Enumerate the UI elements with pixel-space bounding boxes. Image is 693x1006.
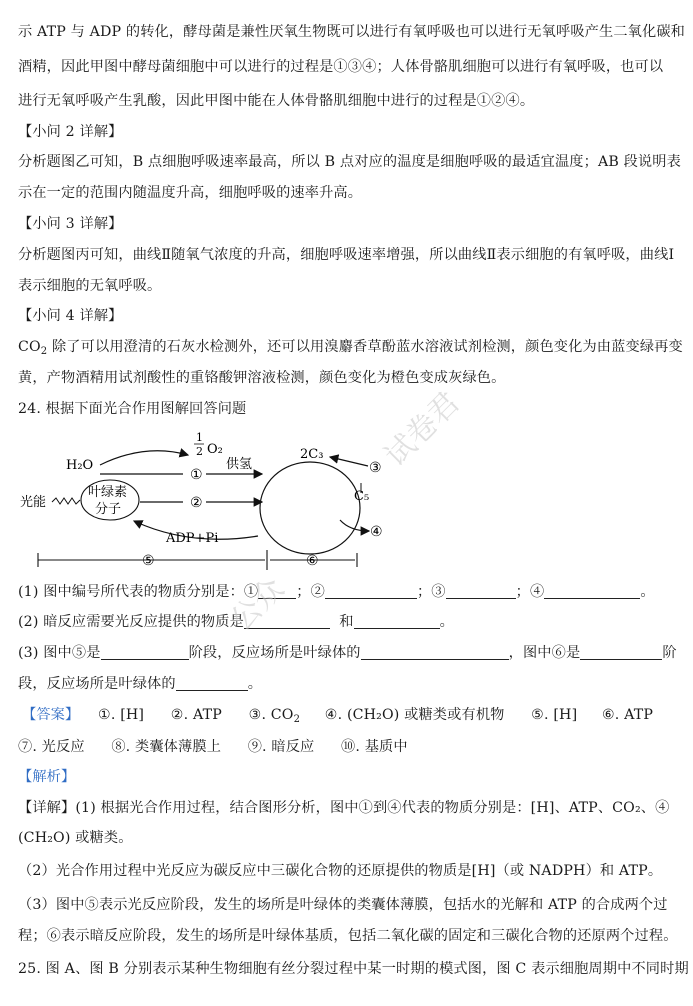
answer-row: 【答案】 ①. [H] ②. ATP ③. $CO_2$ ④. (CH₂O) 或糖类或有机物 ⑤. [H] ⑥. ATP <box>22 707 654 725</box>
answer-blank[interactable] <box>544 583 640 599</box>
water-photolysis-arrow <box>100 451 188 465</box>
question-title: 24. 根据下面光合作用图解回答问题 <box>18 401 247 417</box>
answer-row: ⑦. 光反应 ⑧. 类囊体薄膜上 ⑨. 暗反应 ⑩. 基质中 <box>18 739 408 755</box>
chlorophyll-label-2: 分子 <box>95 502 122 517</box>
answer-blank[interactable] <box>101 644 189 660</box>
text-line: （2）光合作用过程中光反应为碳反应中三碳化合物的还原提供的物质是[H]（或 NADPH）和 ATP。 <box>18 863 663 879</box>
answer-blank[interactable] <box>325 583 417 599</box>
circle-number-4: ④ <box>370 524 383 540</box>
analysis-label: 【解析】 <box>18 769 76 785</box>
text-line: 酒精，因此甲图中酵母菌细胞中可以进行的过程是①③④；人体骨骼肌细胞可以进行有氧呼吸，也可以 <box>18 59 664 75</box>
circle-number-5: ⑤ <box>142 553 155 569</box>
question-line: (1) 图中编号所代表的物质分别是：① ；② ；③ ；④ 。 <box>18 584 655 600</box>
answer-blank[interactable] <box>354 613 440 629</box>
co2-fixation-arrow <box>330 457 368 466</box>
section-heading: 【小问 4 详解】 <box>18 308 123 324</box>
text-line: 进行无氧呼吸产生乳酸，因此甲图中能在人体骨骼肌细胞中进行的过程是①②④。 <box>18 93 535 109</box>
gongqing-label: 供氢 <box>226 457 253 472</box>
c5-label: C₅ <box>354 489 370 504</box>
section-heading: 【小问 2 详解】 <box>18 124 123 140</box>
text-line: （3）图中⑤表示光反应阶段，发生的场所是叶绿体的类囊体薄膜，包括水的光解和 ATP 的合成两个过 <box>18 897 668 913</box>
product-arrow <box>340 520 369 531</box>
text-line: 表示细胞的无氧呼吸。 <box>18 278 162 294</box>
answer-blank[interactable] <box>446 583 516 599</box>
answer-blank[interactable] <box>580 644 662 660</box>
o2-fraction-num: 1 <box>196 431 203 444</box>
text-line: 分析题图乙可知，B 点细胞呼吸速率最高，所以 B 点对应的温度是细胞呼吸的最适宜温度；AB 段说明表 <box>18 154 681 170</box>
light-energy-label: 光能 <box>20 495 47 510</box>
question-line: 段，反应场所是叶绿体的 。 <box>18 676 263 692</box>
photosynthesis-diagram <box>0 425 693 580</box>
text-line: 分析题图丙可知，曲线Ⅱ随氧气浓度的升高，细胞呼吸速率增强，所以曲线Ⅱ表示细胞的有氧呼吸，曲线Ⅰ <box>18 247 675 263</box>
answer-blank[interactable] <box>176 675 248 691</box>
question-line: (3) 图中⑤是 阶段，反应场所是叶绿体的 ，图中⑥是 阶 <box>18 645 677 661</box>
h2o-label: H₂O <box>66 458 94 473</box>
calvin-cycle <box>260 462 360 554</box>
light-wave-icon <box>52 498 80 504</box>
circle-number-1: ① <box>190 467 203 483</box>
text-line: 程；⑥表示暗反应阶段，发生的场所是叶绿体基质，包括二氧化碳的固定和三碳化合物的还原两个过程。 <box>18 928 678 944</box>
circle-number-6: ⑥ <box>306 553 319 569</box>
watermark: 公众 <box>223 570 292 639</box>
text-line: 【详解】(1) 根据光合作用过程，结合图形分析，图中①到④代表的物质分别是：[H]、ATP、CO₂、④ <box>18 800 670 816</box>
text-line: $CO_2$ 除了可以用澄清的石灰水检测外，还可以用溴麝香草酚蓝水溶液试剂检测，颜色变化为由蓝变绿再变 <box>18 339 683 357</box>
answer-blank[interactable] <box>361 644 509 660</box>
question-line: (2) 暗反应需要光反应提供的物质是 和 。 <box>18 614 454 630</box>
text-line: 示在一定的范围内随温度升高，细胞呼吸的速率升高。 <box>18 185 363 201</box>
o2-label: O₂ <box>207 442 223 457</box>
chlorophyll-label-1: 叶绿素 <box>88 485 128 500</box>
o2-fraction-den: 2 <box>196 445 203 458</box>
answer-label: 【答案】 <box>22 707 80 723</box>
circle-number-2: ② <box>190 495 203 511</box>
text-line: (CH₂O) 或糖类。 <box>18 830 133 846</box>
text-line: 示 ATP 与 ADP 的转化，酵母菌是兼性厌氧生物既可以进行有氧呼吸也可以进行无氧呼吸产生二氧化碳和 <box>18 24 686 40</box>
watermark: 试卷君 <box>378 385 467 474</box>
question-title: 25. 图 A、图 B 分别表示某种生物细胞有丝分裂过程中某一时期的模式图，图 C 表示细胞周期中不同时期 <box>18 961 689 977</box>
circle-number-3: ③ <box>369 460 382 476</box>
section-heading: 【小问 3 详解】 <box>18 216 123 232</box>
adp-label: ADP+Pi <box>166 531 219 546</box>
c3-label: 2C₃ <box>300 447 324 462</box>
text-line: 黄，产物酒精用试剂酸性的重铬酸钾溶液检测，颜色变化为橙色变成灰绿色。 <box>18 370 506 386</box>
